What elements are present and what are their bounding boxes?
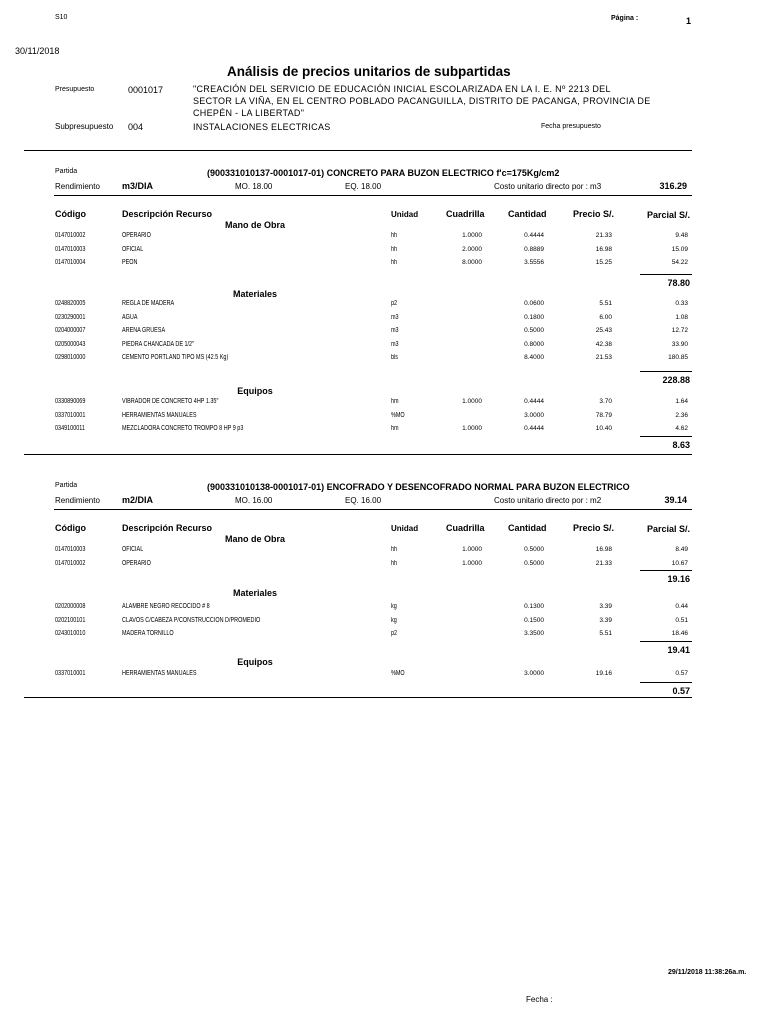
row-desc: OFICIAL xyxy=(122,245,144,253)
mo-value: MO. 16.00 xyxy=(235,496,273,505)
row-code: 0330890069 xyxy=(55,398,86,405)
row-desc: HERRAMIENTAS MANUALES xyxy=(122,411,197,419)
row-unit: p2 xyxy=(391,300,398,307)
row-parcial: 15.09 xyxy=(671,245,688,253)
presupuesto-label: Presupuesto xyxy=(55,86,95,93)
group-subtotal: 19.16 xyxy=(667,574,690,584)
row-desc: ARENA GRUESA xyxy=(122,327,166,334)
subpresupuesto-desc: INSTALACIONES ELECTRICAS xyxy=(193,122,331,132)
col-descripcion: Descripción Recurso xyxy=(122,209,213,219)
row-cuadrilla: 1.0000 xyxy=(462,232,482,239)
row-cantidad: 0.5000 xyxy=(524,327,544,334)
row-desc: PIEDRA CHANCADA DE 1/2" xyxy=(122,340,195,348)
row-cuadrilla: 1.0000 xyxy=(462,546,482,553)
partida-end-rule xyxy=(24,697,692,698)
row-code: 0243010010 xyxy=(55,630,86,637)
row-desc: REGLA DE MADERA xyxy=(122,300,175,307)
partida-end-rule xyxy=(24,454,692,455)
row-unit: hh xyxy=(391,546,398,553)
row-precio: 5.51 xyxy=(599,630,612,637)
row-cuadrilla: 1.0000 xyxy=(462,398,482,405)
row-desc: MEZCLADORA CONCRETO TROMPO 8 HP 9 p3 xyxy=(122,425,244,432)
mo-value: MO. 18.00 xyxy=(235,182,273,191)
row-cantidad: 0.4444 xyxy=(524,425,544,432)
group-subtotal: 228.88 xyxy=(662,375,690,385)
group-title: Mano de Obra xyxy=(224,220,285,230)
col-codigo: Código xyxy=(55,209,86,219)
row-unit: m3 xyxy=(391,313,399,321)
col-parcial: Parcial S/. xyxy=(647,524,691,534)
presupuesto-code: 0001017 xyxy=(128,85,164,95)
col-parcial: Parcial S/. xyxy=(647,210,691,220)
group-subtotal: 19.41 xyxy=(667,645,690,655)
row-precio: 6.00 xyxy=(599,313,612,321)
row-parcial: 10.67 xyxy=(671,559,688,567)
row-parcial: 0.44 xyxy=(675,603,688,610)
row-unit: m3 xyxy=(391,327,399,334)
costo-value: 39.14 xyxy=(664,495,687,505)
row-unit: %MO xyxy=(391,670,405,677)
group-title: Mano de Obra xyxy=(224,534,285,544)
subpresupuesto-code: 004 xyxy=(128,122,144,132)
presupuesto-desc-line-2: SECTOR LA VIÑA, EN EL CENTRO POBLADO PACANGUILLA, DISTRITO DE PACANGA, PROVINCIA DE xyxy=(193,96,651,106)
row-parcial: 1.64 xyxy=(675,398,688,405)
row-code: 0349100011 xyxy=(55,425,85,432)
row-code: 0205000043 xyxy=(55,340,86,348)
row-unit: %MO xyxy=(391,411,405,419)
row-cantidad: 0.5000 xyxy=(524,559,544,567)
row-desc: AGUA xyxy=(122,313,138,321)
row-cantidad: 0.8000 xyxy=(524,340,544,348)
row-cantidad: 3.5556 xyxy=(524,259,544,266)
row-code: 0204000007 xyxy=(55,327,86,334)
row-parcial: 0.33 xyxy=(675,300,688,307)
row-precio: 21.53 xyxy=(595,354,612,361)
row-unit: hh xyxy=(391,559,398,567)
group-title: Materiales xyxy=(232,289,278,299)
eq-value: EQ. 18.00 xyxy=(345,182,382,191)
col-precio: Precio S/. xyxy=(573,523,615,533)
partida-title: (900331010137-0001017-01) CONCRETO PARA BUZON ELECTRICO f'c=175Kg/cm2 xyxy=(207,168,560,178)
col-codigo: Código xyxy=(55,523,86,533)
group-subtotal: 78.80 xyxy=(667,278,690,288)
row-desc: VIBRADOR DE CONCRETO 4HP 1.35" xyxy=(122,398,219,405)
costo-label: Costo unitario directo por : m2 xyxy=(494,496,602,505)
row-precio: 10.40 xyxy=(595,425,612,432)
row-unit: hm xyxy=(391,398,399,405)
print-date: 30/11/2018 xyxy=(15,46,60,56)
row-parcial: 0.57 xyxy=(675,670,688,677)
eq-value: EQ. 16.00 xyxy=(345,496,382,505)
row-unit: kg xyxy=(391,603,397,610)
partida-header-rule xyxy=(54,509,692,510)
row-cantidad: 0.1800 xyxy=(524,313,544,321)
row-desc: OPERARIO xyxy=(122,232,151,239)
footer-timestamp: 29/11/2018 11:38:26a.m. xyxy=(668,969,747,976)
row-unit: hh xyxy=(391,232,398,239)
col-cantidad: Cantidad xyxy=(508,523,547,533)
row-parcial: 9.48 xyxy=(675,232,688,239)
group-title: Equipos xyxy=(237,386,273,396)
row-parcial: 180.85 xyxy=(668,354,688,361)
rendimiento-value: m2/DIA xyxy=(122,495,154,505)
row-unit: m3 xyxy=(391,340,399,348)
rendimiento-value: m3/DIA xyxy=(122,181,154,191)
col-precio: Precio S/. xyxy=(573,209,615,219)
row-parcial: 33.90 xyxy=(671,340,688,348)
row-precio: 21.33 xyxy=(595,559,612,567)
row-desc: PEON xyxy=(122,259,138,266)
group-title: Equipos xyxy=(237,657,273,667)
row-parcial: 12.72 xyxy=(671,327,688,334)
col-unidad: Unidad xyxy=(391,524,419,533)
row-precio: 19.16 xyxy=(595,670,612,677)
row-precio: 3.39 xyxy=(599,616,612,624)
row-precio: 3.70 xyxy=(599,398,612,405)
row-code: 0202000008 xyxy=(55,603,86,610)
row-unit: kg xyxy=(391,616,397,624)
row-cuadrilla: 8.0000 xyxy=(462,259,482,266)
presupuesto-desc-line-1: "CREACIÓN DEL SERVICIO DE EDUCACIÓN INICIAL ESCOLARIZADA EN LA I. E. Nº 2213 DEL xyxy=(193,84,611,94)
partida-label: Partida xyxy=(55,482,78,489)
row-parcial: 8.49 xyxy=(675,546,688,553)
col-cantidad: Cantidad xyxy=(508,209,547,219)
subtotal-rule xyxy=(640,641,692,642)
row-cuadrilla: 1.0000 xyxy=(462,559,482,567)
row-code: 0147010002 xyxy=(55,559,86,567)
col-cuadrilla: Cuadrilla xyxy=(446,523,485,533)
row-desc: CEMENTO PORTLAND TIPO MS (42.5 Kg) xyxy=(122,354,229,361)
row-code: 0298010000 xyxy=(55,354,86,361)
row-cantidad: 0.4444 xyxy=(524,398,544,405)
row-unit: p2 xyxy=(391,630,398,637)
subtotal-rule xyxy=(640,274,692,275)
row-precio: 5.51 xyxy=(599,300,612,307)
row-code: 0337010001 xyxy=(55,670,86,677)
row-precio: 16.98 xyxy=(595,546,612,553)
partida-label: Partida xyxy=(55,168,78,175)
row-desc: HERRAMIENTAS MANUALES xyxy=(122,670,197,677)
row-precio: 21.33 xyxy=(595,232,612,239)
fecha-presupuesto-label: Fecha presupuesto xyxy=(541,123,601,130)
page-title: Análisis de precios unitarios de subpartidas xyxy=(227,64,511,79)
header-divider xyxy=(24,150,692,151)
row-code: 0147010003 xyxy=(55,245,86,253)
row-unit: bls xyxy=(391,354,398,361)
row-parcial: 1.08 xyxy=(675,313,688,321)
group-subtotal: 8.63 xyxy=(672,440,690,450)
row-cantidad: 0.5000 xyxy=(524,546,544,553)
partida-title: (900331010138-0001017-01) ENCOFRADO Y DESENCOFRADO NORMAL PARA BUZON ELECTRICO xyxy=(207,482,630,492)
row-code: 0202100101 xyxy=(55,616,86,624)
row-code: 0147010002 xyxy=(55,232,86,239)
col-descripcion: Descripción Recurso xyxy=(122,523,213,533)
row-desc: MADERA TORNILLO xyxy=(122,630,174,637)
group-subtotal: 0.57 xyxy=(672,686,690,696)
page-number: 1 xyxy=(686,16,692,26)
subtotal-rule xyxy=(640,436,692,437)
col-cuadrilla: Cuadrilla xyxy=(446,209,485,219)
presupuesto-desc-line-3: CHEPÉN - LA LIBERTAD" xyxy=(193,108,305,118)
row-code: 0248820005 xyxy=(55,300,86,307)
subtotal-rule xyxy=(640,682,692,683)
row-desc: OFICIAL xyxy=(122,546,144,553)
row-parcial: 4.62 xyxy=(675,425,688,432)
row-cantidad: 3.0000 xyxy=(524,670,544,677)
row-parcial: 2.36 xyxy=(675,411,688,419)
row-cantidad: 0.0600 xyxy=(524,300,544,307)
row-desc: OPERARIO xyxy=(122,559,151,567)
row-cantidad: 0.1500 xyxy=(524,616,544,624)
row-cantidad: 3.0000 xyxy=(524,411,544,419)
row-unit: hh xyxy=(391,245,398,253)
row-cantidad: 0.1300 xyxy=(524,603,544,610)
row-code: 0147010004 xyxy=(55,259,86,266)
subtotal-rule xyxy=(640,371,692,372)
row-cuadrilla: 1.0000 xyxy=(462,425,482,432)
row-parcial: 54.22 xyxy=(671,259,688,266)
subtotal-rule xyxy=(640,570,692,571)
row-cuadrilla: 2.0000 xyxy=(462,245,482,253)
footer-fecha-label: Fecha : xyxy=(526,995,553,1004)
subpresupuesto-label: Subpresupuesto xyxy=(55,122,114,131)
page-label: Página : xyxy=(611,15,639,22)
row-cantidad: 0.4444 xyxy=(524,232,544,239)
row-code: 0230290001 xyxy=(55,313,86,321)
row-code: 0337010001 xyxy=(55,411,86,419)
row-precio: 3.39 xyxy=(599,603,612,610)
row-unit: hh xyxy=(391,259,398,266)
row-parcial: 18.46 xyxy=(671,630,688,637)
row-precio: 42.38 xyxy=(595,340,612,348)
partida-header-rule xyxy=(54,195,692,196)
system-label: S10 xyxy=(55,14,68,21)
row-precio: 15.25 xyxy=(595,259,612,266)
rendimiento-label: Rendimiento xyxy=(55,182,100,191)
row-desc: ALAMBRE NEGRO RECOCIDO # 8 xyxy=(122,603,210,610)
row-code: 0147010003 xyxy=(55,546,86,553)
row-cantidad: 8.4000 xyxy=(524,354,544,361)
row-desc: CLAVOS C/CABEZA P/CONSTRUCCION D/PROMEDIO xyxy=(122,616,261,624)
row-unit: hm xyxy=(391,425,399,432)
row-parcial: 0.51 xyxy=(675,616,688,624)
row-cantidad: 3.3500 xyxy=(524,630,544,637)
costo-label: Costo unitario directo por : m3 xyxy=(494,182,602,191)
costo-value: 316.29 xyxy=(659,181,687,191)
row-precio: 78.79 xyxy=(595,411,612,419)
rendimiento-label: Rendimiento xyxy=(55,496,100,505)
row-precio: 25.43 xyxy=(595,327,612,334)
row-cantidad: 0.8889 xyxy=(524,245,544,253)
row-precio: 16.98 xyxy=(595,245,612,253)
group-title: Materiales xyxy=(232,588,278,598)
col-unidad: Unidad xyxy=(391,210,419,219)
